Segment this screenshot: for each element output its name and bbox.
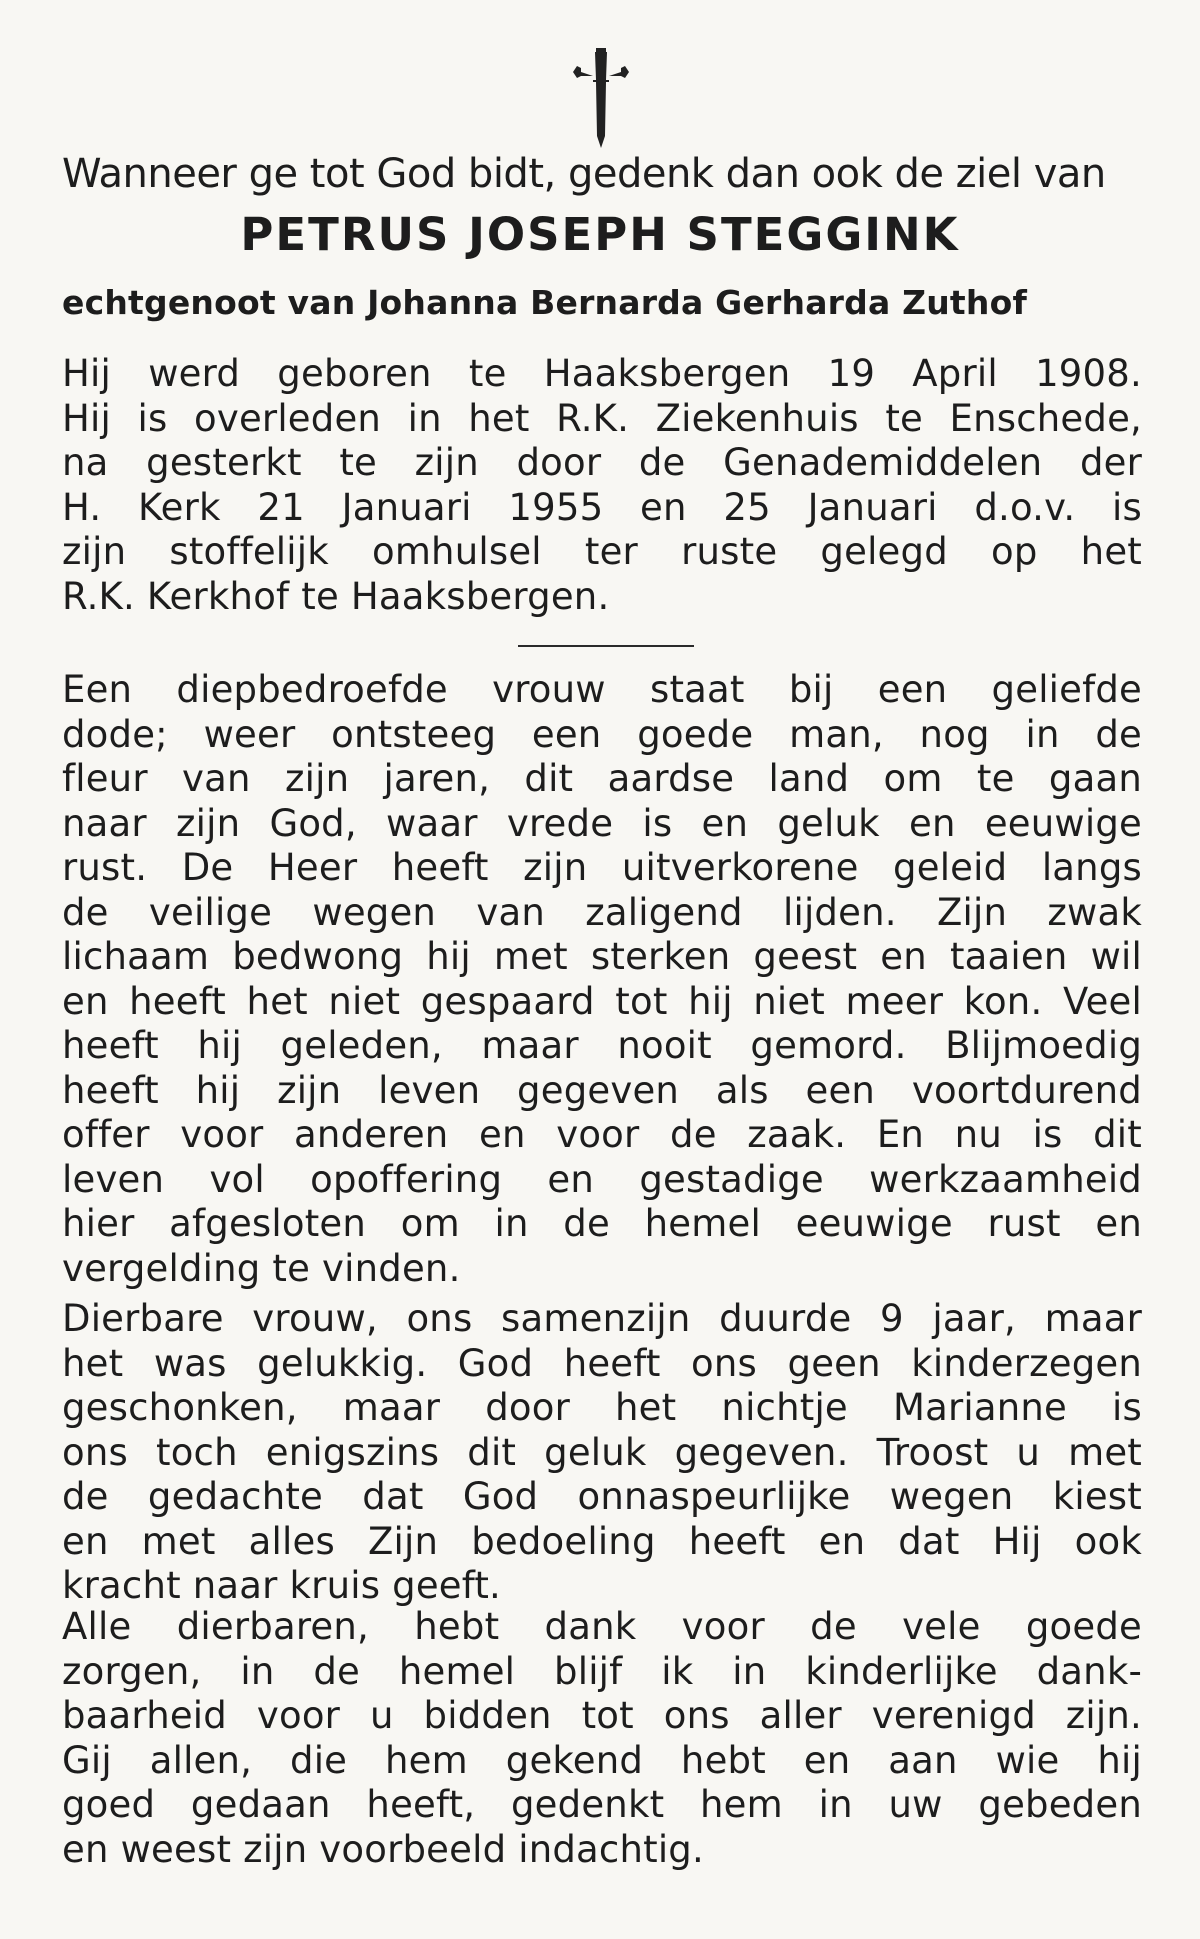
text-line: Gij allen, die hem gekend hebt en aan wie hij (62, 1738, 1142, 1782)
farewell-paragraph (62, 1297, 1142, 1609)
thanks-paragraph (62, 1605, 1142, 1872)
text-line: Dierbare vrouw, ons samenzijn duurde 9 jaar, maar (62, 1297, 1142, 1340)
text-line: vergelding te vinden. (62, 1246, 461, 1290)
text-line: hier afgesloten om in de hemel eeuwige rust en (62, 1202, 1142, 1245)
text-line: geschonken, maar door het nichtje Marianne is (62, 1386, 1142, 1429)
text-line: dode; weer ontsteeg een goede man, nog in de (62, 712, 1142, 756)
text-line: ons toch enigszins dit geluk gegeven. Troost u met (62, 1430, 1142, 1474)
text-line: Hij is overleden in het R.K. Ziekenhuis te Enschede, (62, 396, 1142, 440)
text-line: heeft hij zijn leven gegeven als een voortdurend (62, 1068, 1142, 1112)
divider (518, 645, 694, 647)
text-line: na gesterkt te zijn door de Genademiddelen der (62, 441, 1142, 484)
text-line: lichaam bedwong hij met sterken geest en taaien wil (62, 935, 1142, 978)
text-line: goed gedaan heeft, gedenkt hem in uw gebeden (62, 1783, 1142, 1826)
text-line: de gedachte dat God onnaspeurlijke wegen kiest (62, 1475, 1142, 1518)
text-line: naar zijn God, waar vrede is en geluk en eeuwige (62, 801, 1142, 845)
text-line: kracht naar kruis geeft. (62, 1564, 502, 1607)
cross-icon (565, 44, 637, 152)
text-line: heeft hij geleden, maar nooit gemord. Blijmoedig (62, 1024, 1142, 1067)
text-line: R.K. Kerkhof te Haaksbergen. (62, 574, 610, 618)
text-line: zijn stoffelijk omhulsel ter ruste gelegd op het (62, 530, 1142, 573)
text-line: de veilige wegen van zaligend lijden. Zijn zwak (62, 890, 1142, 934)
text-line: Een diepbedroefde vrouw staat bij een geliefde (62, 668, 1142, 711)
text-line: offer voor anderen en voor de zaak. En nu is dit (62, 1113, 1142, 1156)
text-line: fleur van zijn jaren, dit aardse land om te gaan (62, 757, 1142, 800)
text-line: en weest zijn voorbeeld indachtig. (62, 1827, 704, 1871)
text-line: baarheid voor u bidden tot ons aller verenigd zijn. (62, 1694, 1142, 1737)
deceased-name: PETRUS JOSEPH STEGGINK (240, 208, 960, 261)
opening-line: Wanneer ge tot God bidt, gedenk dan ook de ziel van (62, 151, 1106, 197)
text-line: zorgen, in de hemel blijf ik in kinderlijke dank- (62, 1649, 1142, 1693)
text-line: rust. De Heer heeft zijn uitverkorene geleid langs (62, 846, 1142, 889)
text-line: en heeft het niet gespaard tot hij niet meer kon. Veel (62, 979, 1142, 1023)
text-line: H. Kerk 21 Januari 1955 en 25 Januari d.o.v. is (62, 485, 1142, 529)
spouse-line: echtgenoot van Johanna Bernarda Gerharda Zuthof (62, 283, 1028, 322)
text-line: het was gelukkig. God heeft ons geen kinderzegen (62, 1341, 1142, 1385)
text-line: Hij werd geboren te Haaksbergen 19 April 1908. (62, 352, 1142, 395)
biography-paragraph (62, 352, 1142, 619)
text-line: Alle dierbaren, hebt dank voor de vele goede (62, 1605, 1142, 1648)
text-line: en met alles Zijn bedoeling heeft en dat Hij ook (62, 1519, 1142, 1563)
eulogy-paragraph (62, 668, 1142, 1291)
text-line: leven vol opoffering en gestadige werkzaamheid (62, 1157, 1142, 1201)
